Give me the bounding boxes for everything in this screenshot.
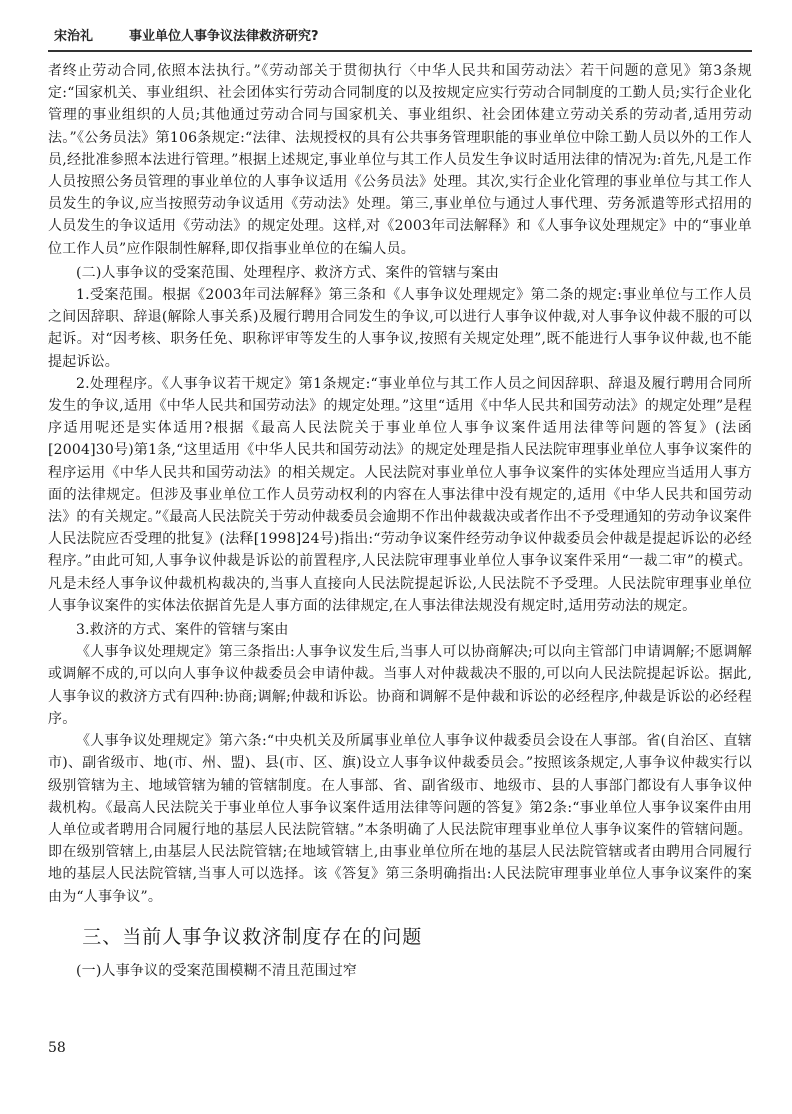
- subsection-heading-3: 3.救济的方式、案件的管辖与案由: [76, 622, 289, 639]
- page-number: 58: [48, 1040, 66, 1056]
- header-author: 宋治礼: [54, 28, 94, 44]
- paragraph-scope: 1.受案范围。根据《2003年司法解释》第三条和《人事争议处理规定》第二条的规定:事业单位与工作人员之间因辞职、辞退(解除人事关系)及履行聘用合同发生的争议,可以进行人事争议仲裁,对人事争议仲裁不服的可以起诉。对“因考核、职务任免、职称评审等发生的人事争议,按照有关规定处理”,既不能进行人事争议仲裁,也不能提起诉讼。: [48, 287, 752, 370]
- paragraph-remedies: 《人事争议处理规定》第三条指出:人事争议发生后,当事人可以协商解决;可以向主管部门申请调解;不愿调解或调解不成的,可以向人事争议仲裁委员会申请仲裁。当事人对仲裁裁决不服的,可以向人民法院提起诉讼。据此,人事争议的救济方式有四种:协商;调解;仲裁和诉讼。协商和调解不是仲裁和诉讼的必经程序,仲裁是诉讼的必经程序。: [48, 644, 752, 727]
- header-rule: [48, 50, 752, 52]
- paragraph-jurisdiction: 《人事争议处理规定》第六条:“中央机关及所属事业单位人事争议仲裁委员会设在人事部。省(自治区、直辖市)、副省级市、地(市、州、盟)、县(市、区、旗)设立人事争议仲裁委员会。”按照该条规定,人事争议仲裁实行以级别管辖为主、地域管辖为辅的管辖制度。在人事部、省、副省级市、地级市、县的人事部门都设有人事争议仲裁机构。《最高人民法院关于事业单位人事争议案件适用法律等问题的答复》第2条:“事业单位人事争议案件由用人单位或者聘用合同履行地的基层人民法院管辖。”本条明确了人民法院审理事业单位人事争议案件的管辖问题。即在级别管辖上,由基层人民法院管辖;在地域管辖上,由事业单位所在地的基层人民法院管辖或者由聘用合同履行地的基层人民法院管辖,当事人可以选择。该《答复》第三条明确指出:人民法院审理事业单位人事争议案件的案由为“人事争议”。: [48, 733, 752, 905]
- paragraph-procedure: 2.处理程序。《人事争议若干规定》第1条规定:“事业单位与其工作人员之间因辞职、辞退及履行聘用合同所发生的争议,适用《中华人民共和国劳动法》的规定处理。”这里“适用《中华人民共和国劳动法》的规定处理”是程序适用呢还是实体适用?根据《最高人民法院关于事业单位人事争议案件适用法律等问题的答复》(法函[2004]30号)第1条,“这里适用《中华人民共和国劳动法》的规定处理是指人民法院审理事业单位人事争议案件的程序运用《中华人民共和国劳动法》的相关规定。人民法院对事业单位人事争议案件的实体处理应当适用人事方面的法律规定。但涉及事业单位工作人员劳动权利的内容在人事法律中没有规定的,适用《中华人民共和国劳动法》的有关规定。”《最高人民法院关于劳动仲裁委员会逾期不作出仲裁裁决或者作出不予受理通知的劳动争议案件人民法院应否受理的批复》(法释[1998]24号)指出:“劳动争议案件经劳动争议仲裁委员会仲裁是提起诉讼的必经程序。”由此可知,人事争议仲裁是诉讼的前置程序,人民法院审理事业单位人事争议案件采用“一裁二审”的模式。凡是未经人事争议仲裁机构裁决的,当事人直接向人民法院提起诉讼,人民法院不予受理。人民法院审理事业单位人事争议案件的实体法依据首先是人事方面的法律规定,在人事法律法规没有规定时,适用劳动法的规定。: [48, 375, 752, 614]
- article-body: [48, 60, 752, 982]
- paragraph-continuation: 者终止劳动合同,依照本法执行。”《劳动部关于贯彻执行〈中华人民共和国劳动法〉若干问题的意见》第3条规定:“国家机关、事业组织、社会团体实行劳动合同制度的以及按规定应实行劳动合同制度的工勤人员;实行企业化管理的事业组织的人员;其他通过劳动合同与国家机关、事业组织、社会团体建立劳动关系的劳动者,适用劳动法。”《公务员法》第106条规定:“法律、法规授权的具有公共事务管理职能的事业单位中除工勤人员以外的工作人员,经批准参照本法进行管理。”根据上述规定,事业单位与其工作人员发生争议时适用法律的情况为:首先,凡是工作人员按照公务员管理的事业单位的人事争议适用《公务员法》处理。其次,实行企业化管理的事业单位与其工作人员发生的争议,应当按照劳动争议适用《劳动法》处理。第三,事业单位与通过人事代理、劳务派遣等形式招用的人员发生的争议适用《劳动法》的规定处理。这样,对《2003年司法解释》和《人事争议处理规定》中的“事业单位工作人员”应作限制性解释,即仅指事业单位的在编人员。: [48, 63, 752, 257]
- subsection-heading-2: (二)人事争议的受案范围、处理程序、救济方式、案件的管辖与案由: [76, 264, 500, 281]
- final-subheading: (一)人事争议的受案范围模糊不清且范围过窄: [76, 962, 358, 979]
- header-article-title: 事业单位人事争议法律救济研究?: [129, 28, 319, 44]
- section-heading: 三、当前人事争议救济制度存在的问题: [82, 925, 423, 948]
- running-header: [48, 22, 752, 46]
